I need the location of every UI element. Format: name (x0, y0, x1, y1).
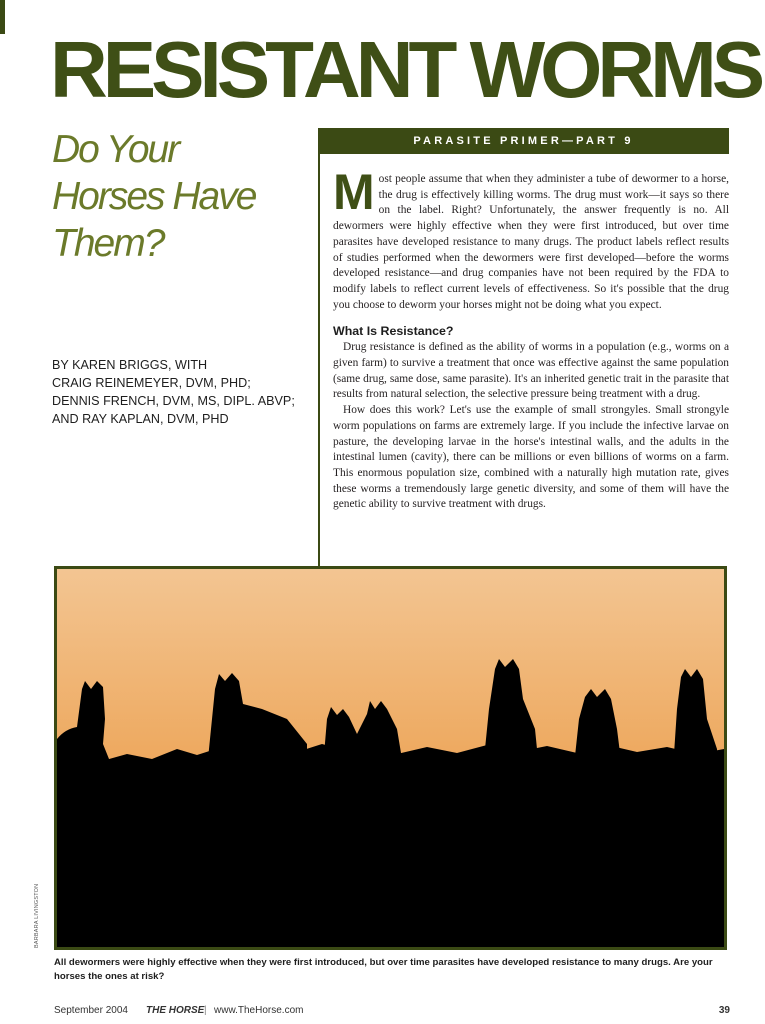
intro-text: ost people assume that when they administer a tube of dewormer to a horse, the drug is effectively killing worms. The drug must work—it says so there on the label. Right? Unfortunately, the answer frequently is no. All dewormers were highly effective when they were first introduced, but over time parasites have developed resistance to many drugs. The product labels reflect results of studies performed when the dewormers were first developed—before the worms developed resistance—and drug companies have not been required by the FDA to modify labels to reflect current levels of effectiveness. So it's possible that the drug you choose to deworm your horses might not be doing what you expect. (333, 173, 729, 311)
article-headline: RESISTANT WORMS (50, 25, 761, 114)
photo-credit: BARBARA LIVINGSTON (34, 883, 40, 948)
issue-date: September 2004 (54, 1005, 128, 1016)
sunset-horses-image (57, 569, 724, 947)
body-paragraph-2: How does this work? Let's use the example of small strongyles. Small strongyle worm populations on farms are extremely large. If you include the infective larvae on pasture, the developing larvae in the horse's intestinal walls, and the adults in the intestinal lumen (cavity), there can be millions or even billions of worms on a farm. This enormous population size, combined with a naturally high mutation rate, gives these worms a tremendously large genetic diversity, and some of them will have the genetic ability to survive treatment with drugs. (333, 404, 729, 511)
body-paragraph-1: Drug resistance is defined as the ability of worms in a population (e.g., worms on a given farm) to survive a treatment that once was effective against the same population (same drug, same dose, same parasite). It's an inherited genetic trait in the parasite that results from natural selection, the selective pressure being treatment with a drug. (333, 341, 729, 401)
footer-separator: | (204, 1005, 207, 1016)
column-divider (318, 152, 320, 566)
section-heading: What Is Resistance? (333, 324, 454, 339)
series-banner: PARASITE PRIMER—PART 9 (318, 128, 729, 154)
website-url: www.TheHorse.com (214, 1005, 304, 1016)
horses-sunset-photo (54, 566, 727, 950)
page-number: 39 (718, 1005, 730, 1016)
drop-cap: M (333, 164, 375, 220)
intro-paragraph (333, 164, 729, 313)
photo-caption: All dewormers were highly effective when they were first introduced, but over time parasites have developed resistance to many drugs. Are your horses the ones at risk? (54, 957, 713, 982)
page-footer (54, 1005, 730, 1019)
corner-registration-mark (0, 0, 5, 34)
author-byline: BY KAREN BRIGGS, WITH CRAIG REINEMEYER, DVM, PHD; DENNIS FRENCH, DVM, MS, DIPL. ABVP; AND RAY KAPLAN, DVM, PHD (52, 358, 295, 426)
article-subhead: Do Your Horses Have Them? (52, 128, 256, 265)
article-body (333, 164, 729, 513)
magazine-name: THE HORSE (146, 1005, 205, 1016)
